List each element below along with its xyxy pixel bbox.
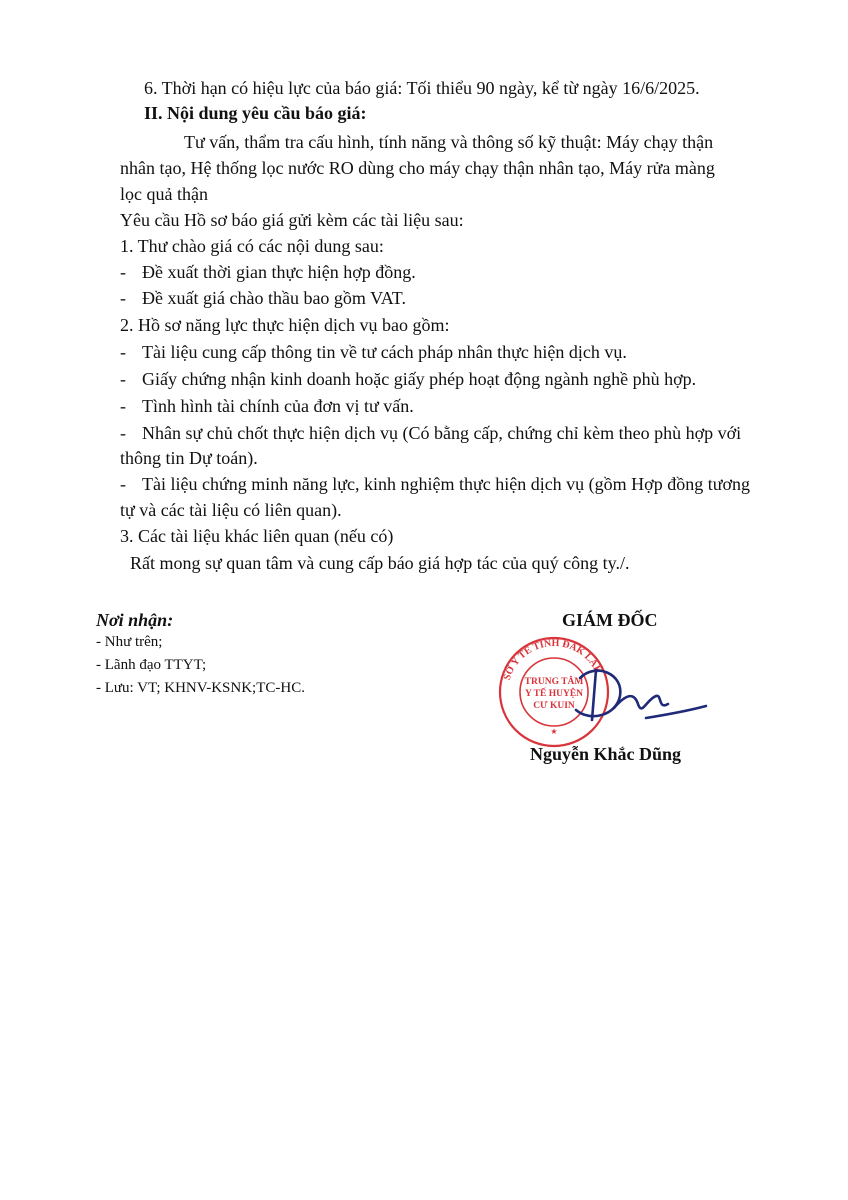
requirement-3: 3. Các tài liệu khác liên quan (nếu có) (120, 526, 394, 546)
bullet-dash: - (120, 288, 126, 308)
recipient-item: - Như trên; (96, 634, 163, 650)
requirement-1: 1. Thư chào giá có các nội dung sau: (120, 236, 384, 256)
paragraph-line: Tư vấn, thẩm tra cấu hình, tính năng và thông số kỹ thuật: Máy chạy thận (184, 132, 714, 152)
requirement-2-a: Tài liệu cung cấp thông tin về tư cách pháp nhân thực hiện dịch vụ. (142, 342, 627, 362)
handwritten-signature-icon (576, 670, 706, 720)
bullet-dash: - (120, 342, 126, 362)
requirement-2-c: Tình hình tài chính của đơn vị tư vấn. (142, 396, 414, 416)
bullet-dash: - (120, 396, 126, 416)
official-seal-icon (496, 634, 726, 749)
closing-sentence: Rất mong sự quan tâm và cung cấp báo giá hợp tác của quý công ty./. (130, 553, 630, 573)
requirement-2: 2. Hồ sơ năng lực thực hiện dịch vụ bao gồm: (120, 315, 450, 335)
requirement-1-b: Đề xuất giá chào thầu bao gồm VAT. (142, 288, 406, 308)
signer-role: GIÁM ĐỐC (562, 610, 658, 630)
seal-ring-text: SỞ Y TẾ TỈNH ĐẮK LẮK (501, 637, 604, 682)
seal-text-line: TRUNG TÂM (524, 677, 584, 687)
recipients-title: Nơi nhận: (96, 610, 174, 630)
bullet-dash: - (120, 369, 126, 389)
bullet-dash: - (120, 474, 126, 494)
svg-text:SỞ Y TẾ TỈNH ĐẮK LẮK (502, 638, 604, 682)
paragraph-line: lọc quả thận (120, 184, 208, 204)
recipient-item: - Lãnh đạo TTYT; (96, 657, 207, 673)
section-2-title: II. Nội dung yêu cầu báo giá: (144, 103, 367, 123)
bullet-dash: - (120, 262, 126, 282)
requirement-2-b: Giấy chứng nhận kinh doanh hoặc giấy phép hoạt động ngành nghề phù hợp. (142, 369, 697, 389)
requirement-2-e: Tài liệu chứng minh năng lực, kinh nghiệm thực hiện dịch vụ (gồm Hợp đồng tương (142, 474, 750, 494)
signer-name: Nguyễn Khắc Dũng (530, 744, 682, 764)
bullet-dash: - (120, 423, 126, 443)
requirement-2-e-cont: tự và các tài liệu có liên quan). (120, 500, 342, 520)
item-6-validity: 6. Thời hạn có hiệu lực của báo giá: Tối thiểu 90 ngày, kể từ ngày 16/6/2025. (144, 78, 700, 98)
requirement-2-d: Nhân sự chủ chốt thực hiện dịch vụ (Có bằng cấp, chứng chỉ kèm theo phù hợp với (142, 423, 742, 443)
seal-text-line: Y TẾ HUYỆN (524, 689, 584, 699)
seal-text-line: CƯ KUIN (533, 701, 575, 711)
recipient-item: - Lưu: VT; KHNV-KSNK;TC-HC. (96, 680, 305, 696)
requirement-1-a: Đề xuất thời gian thực hiện hợp đồng. (142, 262, 416, 282)
paragraph-line: nhân tạo, Hệ thống lọc nước RO dùng cho máy chạy thận nhân tạo, Máy rửa màng (120, 158, 715, 178)
requirement-2-d-cont: thông tin Dự toán). (120, 448, 258, 468)
svg-text:★: ★ (550, 727, 558, 736)
requirements-intro: Yêu cầu Hồ sơ báo giá gửi kèm các tài liệu sau: (120, 210, 464, 230)
